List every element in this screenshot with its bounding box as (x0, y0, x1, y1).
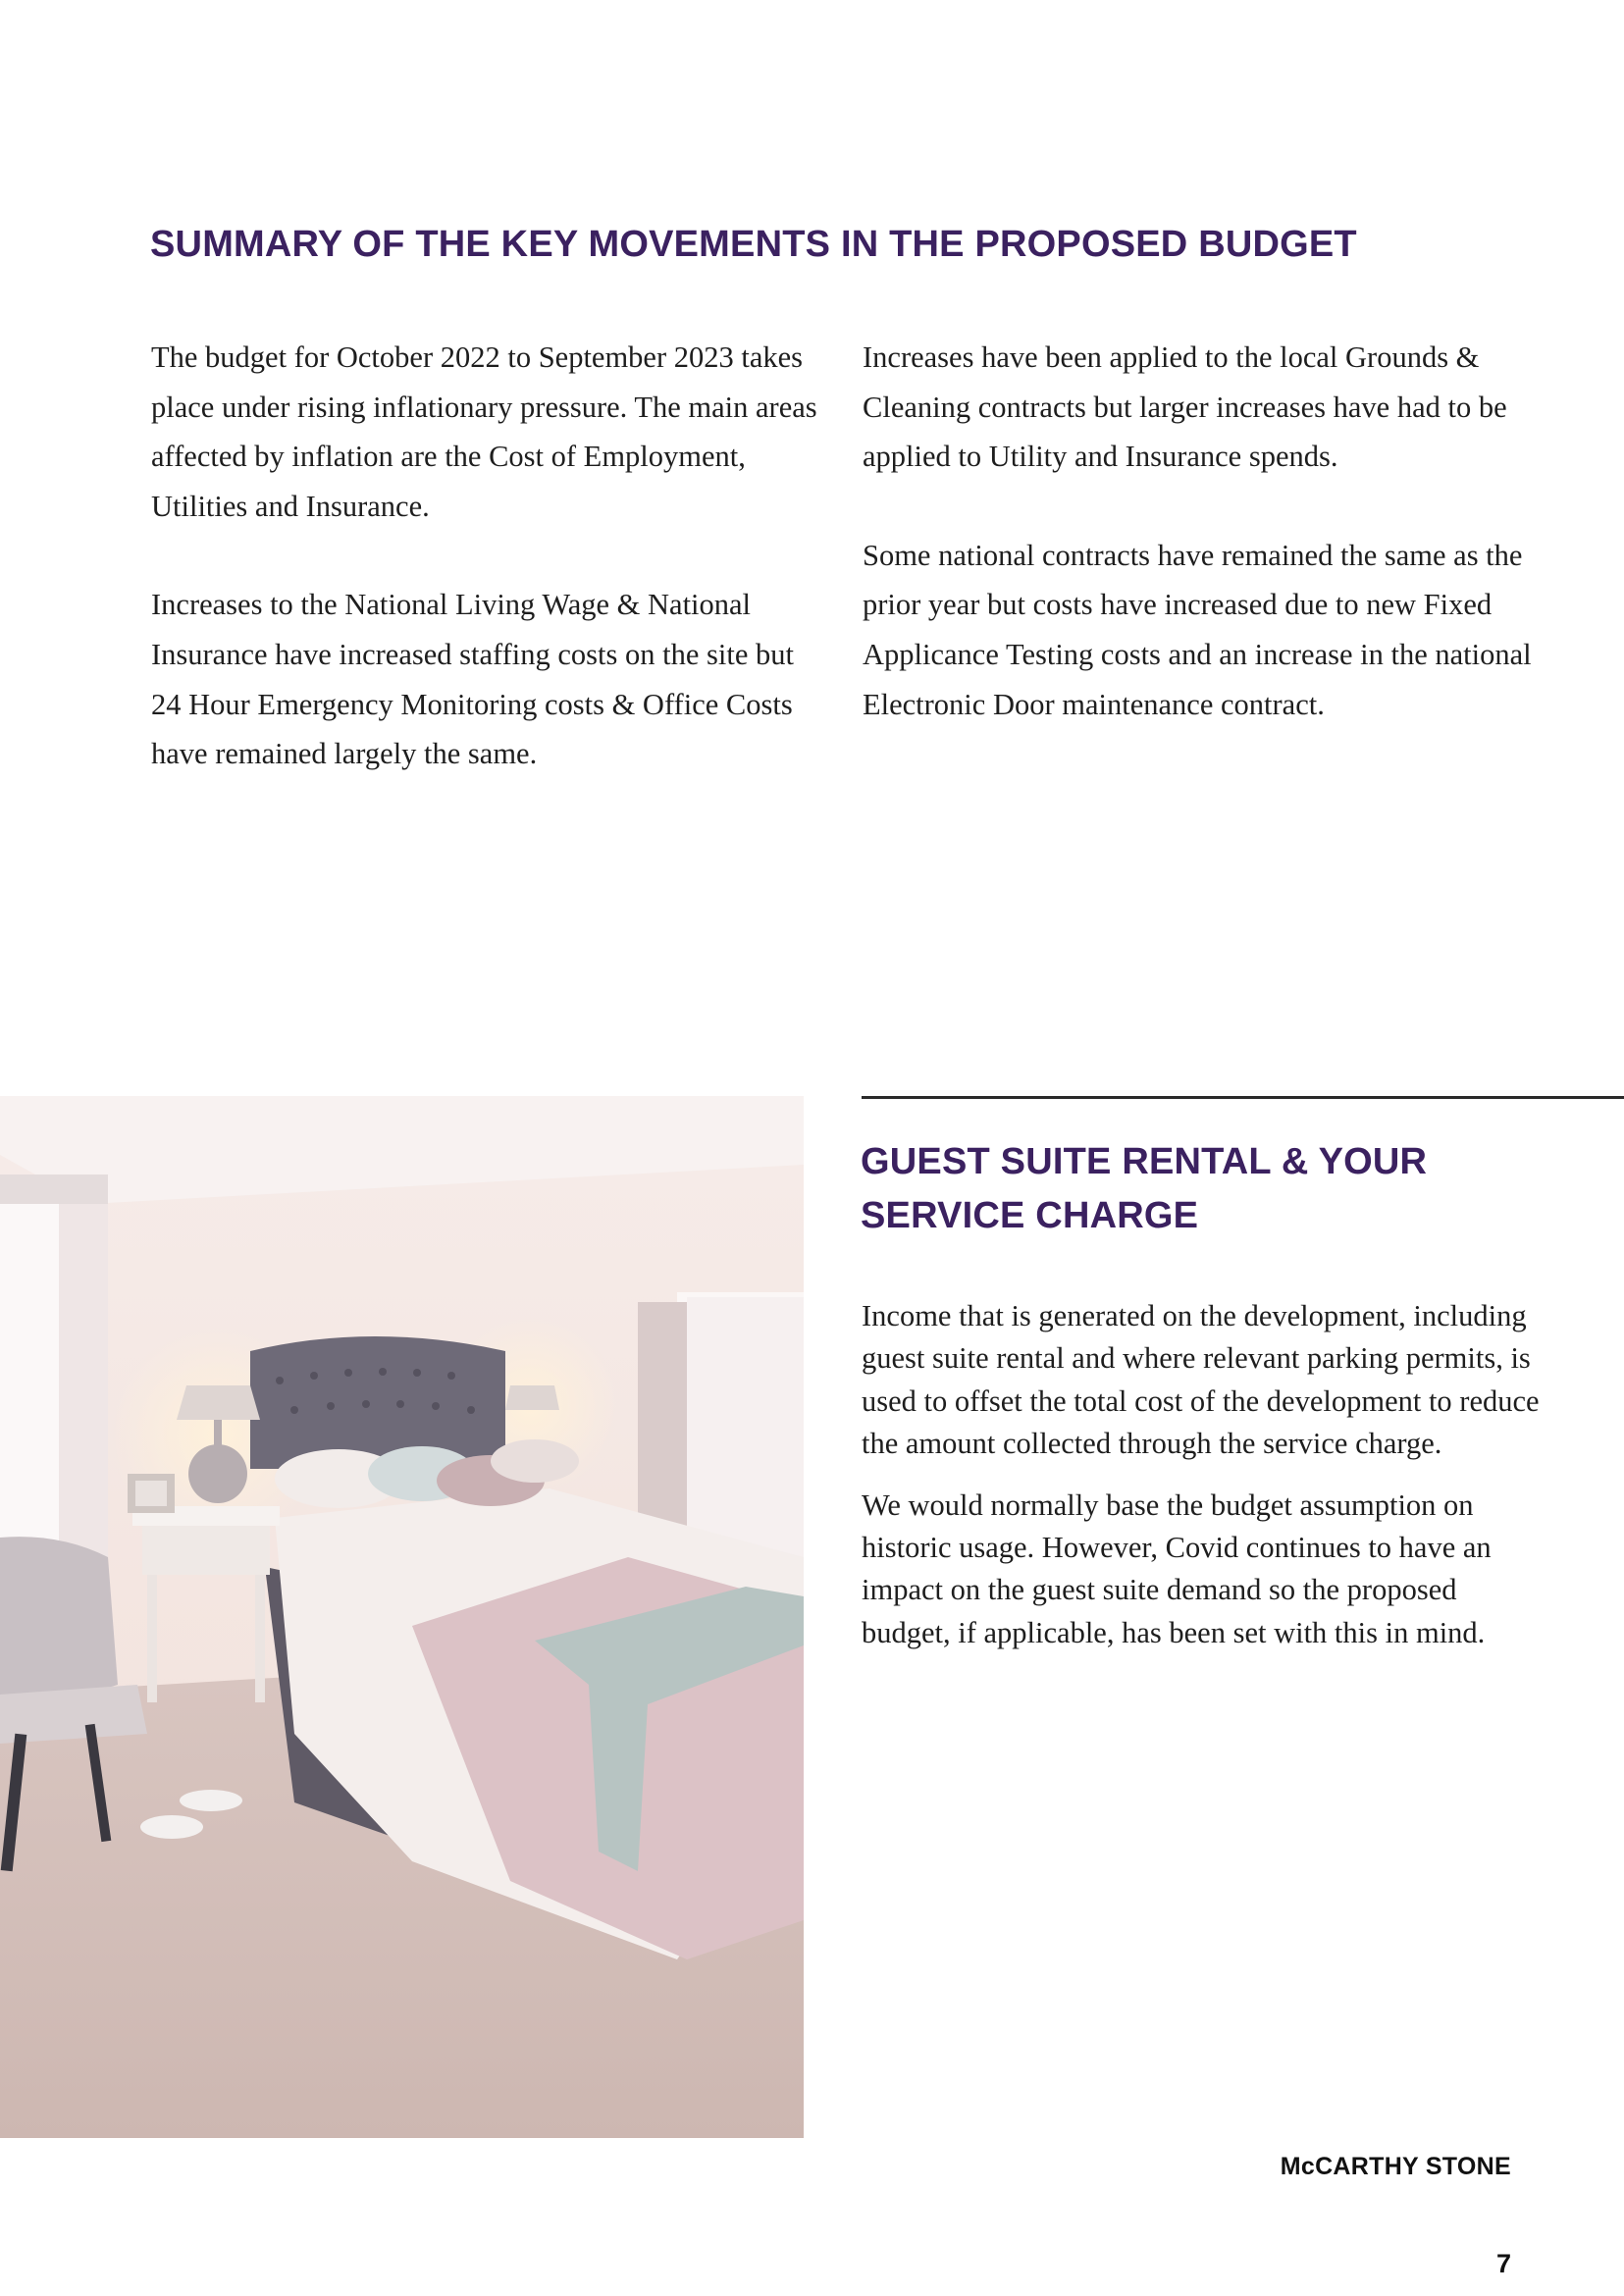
brand-logo: McCARTHY STONE (1280, 2153, 1511, 2180)
section-divider (862, 1096, 1624, 1099)
summary-paragraph: Increases to the National Living Wage & National Insurance have increased staffing costs on the site but 24 Hour Emergency Monitoring costs & Office Costs have remained largely the same. (151, 588, 794, 771)
summary-paragraph: The budget for October 2022 to September 2023 takes place under rising inflationary pressure. The main areas affected by inflation are the Cost of Employment, Utilities and Insurance. (151, 340, 817, 523)
guest-suite-heading: GUEST SUITE RENTAL & YOUR SERVICE CHARGE (861, 1141, 1428, 1236)
bedroom-photo (0, 1096, 804, 2138)
summary-paragraph: Some national contracts have remained the same as the prior year but costs have increased due to new Fixed Applicance Testing costs and an increase in the national Electronic Door maintenance contract. (863, 538, 1532, 721)
page-number: 7 (1495, 2249, 1511, 2278)
guest-suite-paragraph: Income that is generated on the development, including guest suite rental and where relevant parking permits, is used to offset the total cost of the development to reduce the amount collected through the service charge. (862, 1299, 1540, 1461)
summary-heading: SUMMARY OF THE KEY MOVEMENTS IN THE PROPOSED BUDGET (150, 224, 1357, 265)
guest-suite-body (862, 1295, 1548, 1673)
summary-left-column (151, 333, 818, 828)
summary-right-column (863, 333, 1540, 778)
guest-suite-paragraph: We would normally base the budget assumption on historic usage. However, Covid continues to have an impact on the guest suite demand so the proposed budget, if applicable, has been set with this in mind. (862, 1487, 1492, 1649)
summary-paragraph: Increases have been applied to the local Grounds & Cleaning contracts but larger increases have had to be applied to Utility and Insurance spends. (863, 340, 1507, 474)
